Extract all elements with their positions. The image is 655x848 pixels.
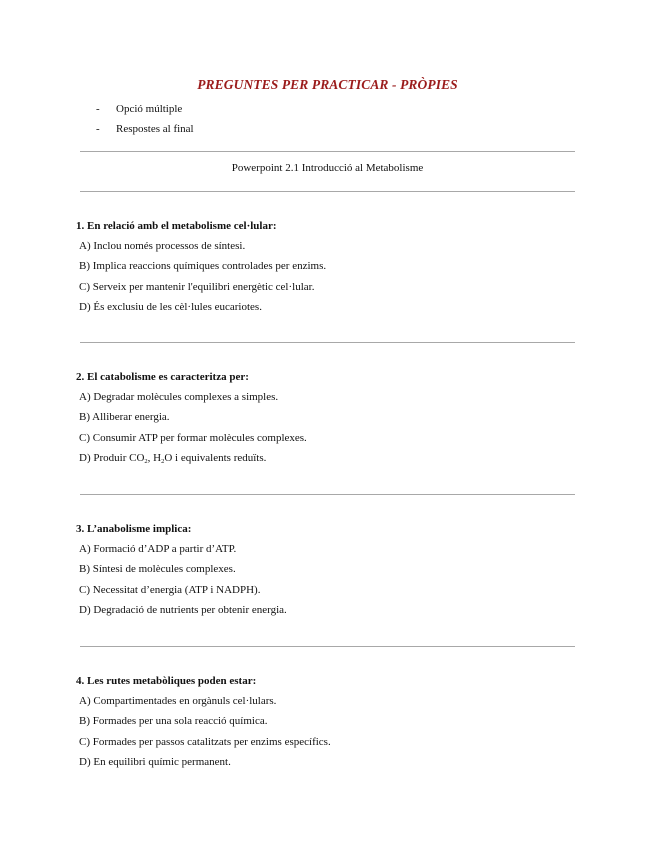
divider [80,191,575,192]
answer-option: C) Serveix per mantenir l'equilibri energètic cel·lular. [79,280,315,293]
question-3 [76,521,576,623]
bullet-text: Opció múltiple [116,103,183,115]
answer-option: A) Degradar molècules complexes a simples. [79,391,279,403]
bullet-item [96,101,194,121]
answer-option: C) Formades per passos catalitzats per enzims específics. [79,735,331,748]
answer-option: A) Formació d’ADP a partir d’ATP. [79,543,237,555]
question-title: 4. Les rutes metabòliques poden estar: [76,675,257,687]
answer-option: B) Alliberar energia. [79,411,170,424]
answer-options [76,389,576,471]
answer-option [76,450,576,470]
question-1 [76,218,576,320]
answer-option: B) Formades per una sola reacció química. [79,715,268,728]
answer-option: C) Necessitat d’energia (ATP i NADPH). [79,583,261,596]
answer-option: D) En equilibri químic permanent. [79,756,231,769]
divider [80,494,575,495]
answer-option: A) Inclou només processos de síntesi. [79,240,246,252]
divider [80,342,575,343]
question-title: 1. En relació amb el metabolisme cel·lular: [76,220,277,232]
answer-option: D) És exclusiu de les cèl·lules eucariotes. [79,301,262,314]
question-title: 2. El catabolisme es caracteritza per: [76,371,249,383]
answer-option: B) Implica reaccions químiques controlades per enzims. [79,260,327,273]
bullet-dash: - [96,123,100,135]
question-4 [76,673,576,775]
answer-options [76,541,576,623]
subscript: 2 [144,458,148,466]
answer-option: A) Compartimentades en orgànuls cel·lulars. [79,695,277,707]
option-text: O i equivalents reduïts. [164,452,267,465]
answer-options [76,693,576,775]
section-title: Powerpoint 2.1 Introducció al Metabolisme [231,162,424,174]
subscript: 2 [161,458,165,466]
divider [80,151,575,152]
answer-option: B) Síntesi de molècules complexes. [79,563,236,576]
option-text: , H [147,452,162,465]
answer-option: D) Degradació de nutrients per obtenir energia. [79,604,287,617]
bullet-dash: - [96,103,100,115]
document-title: PREGUNTES PER PRACTICAR - PRÒPIES [197,77,458,92]
question-title: 3. L’anabolisme implica: [76,523,192,535]
option-text: D) Produir CO [79,452,145,465]
intro-bullet-list [96,101,194,141]
divider [80,646,575,647]
answer-option: C) Consumir ATP per formar molècules complexes. [79,431,307,444]
bullet-item [96,121,194,141]
bullet-text: Respostes al final [116,123,194,135]
answer-options [76,238,576,320]
question-2 [76,369,576,471]
